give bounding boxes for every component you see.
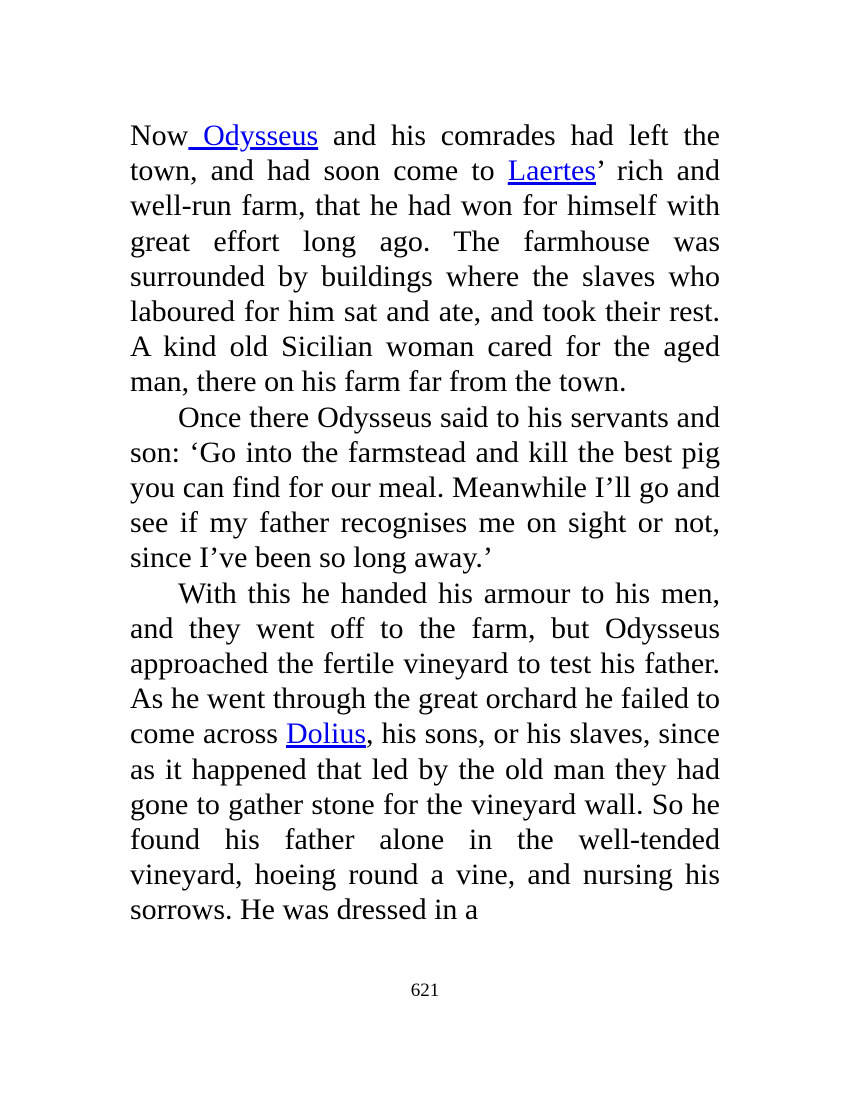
paragraph-text: With this he handed his armour to his men, and they went off to the farm, but Odysseus approached the fertile vineyard to test his father. As he went through the great orchard he failed to come across [130, 576, 720, 751]
page-number: 621 [410, 980, 440, 1001]
link-dolius[interactable]: Dolius [286, 717, 367, 751]
paragraph-text: Once there Odysseus said to his servants and son: ‘Go into the farmstead and kill the best pig you can find for our meal. Meanwhile I’ll go and see if my father recognises me on sight or not, since I’ve been so long away.’ [130, 400, 720, 575]
paragraph-text: ’ rich and well-run farm, that he had won for himself with great effort long ago. The farmhouse was surrounded by buildings where the slaves who laboured for him sat and ate, and took their rest. A kind old Sicilian woman cared for the aged man, there on his farm far from the town. [130, 154, 720, 399]
paragraph-1 [130, 118, 720, 400]
paragraph-3 [130, 576, 720, 928]
link-odysseus[interactable]: Odysseus [188, 119, 319, 152]
paragraph-text: , his sons, or his slaves, since as it happened that led by the old man they had gone to gather stone for the vineyard wall. So he found his father alone in the well-tended vineyard, hoeing round a vine, and nursing his sorrows. He was dressed in a [130, 717, 720, 927]
paragraph-2 [130, 400, 720, 576]
paragraph-text: Now [130, 119, 189, 152]
page-body [130, 118, 720, 928]
link-laertes[interactable]: Laertes [507, 154, 597, 188]
paragraph-text: and his comrades had left the town, and had soon come to [130, 119, 720, 188]
